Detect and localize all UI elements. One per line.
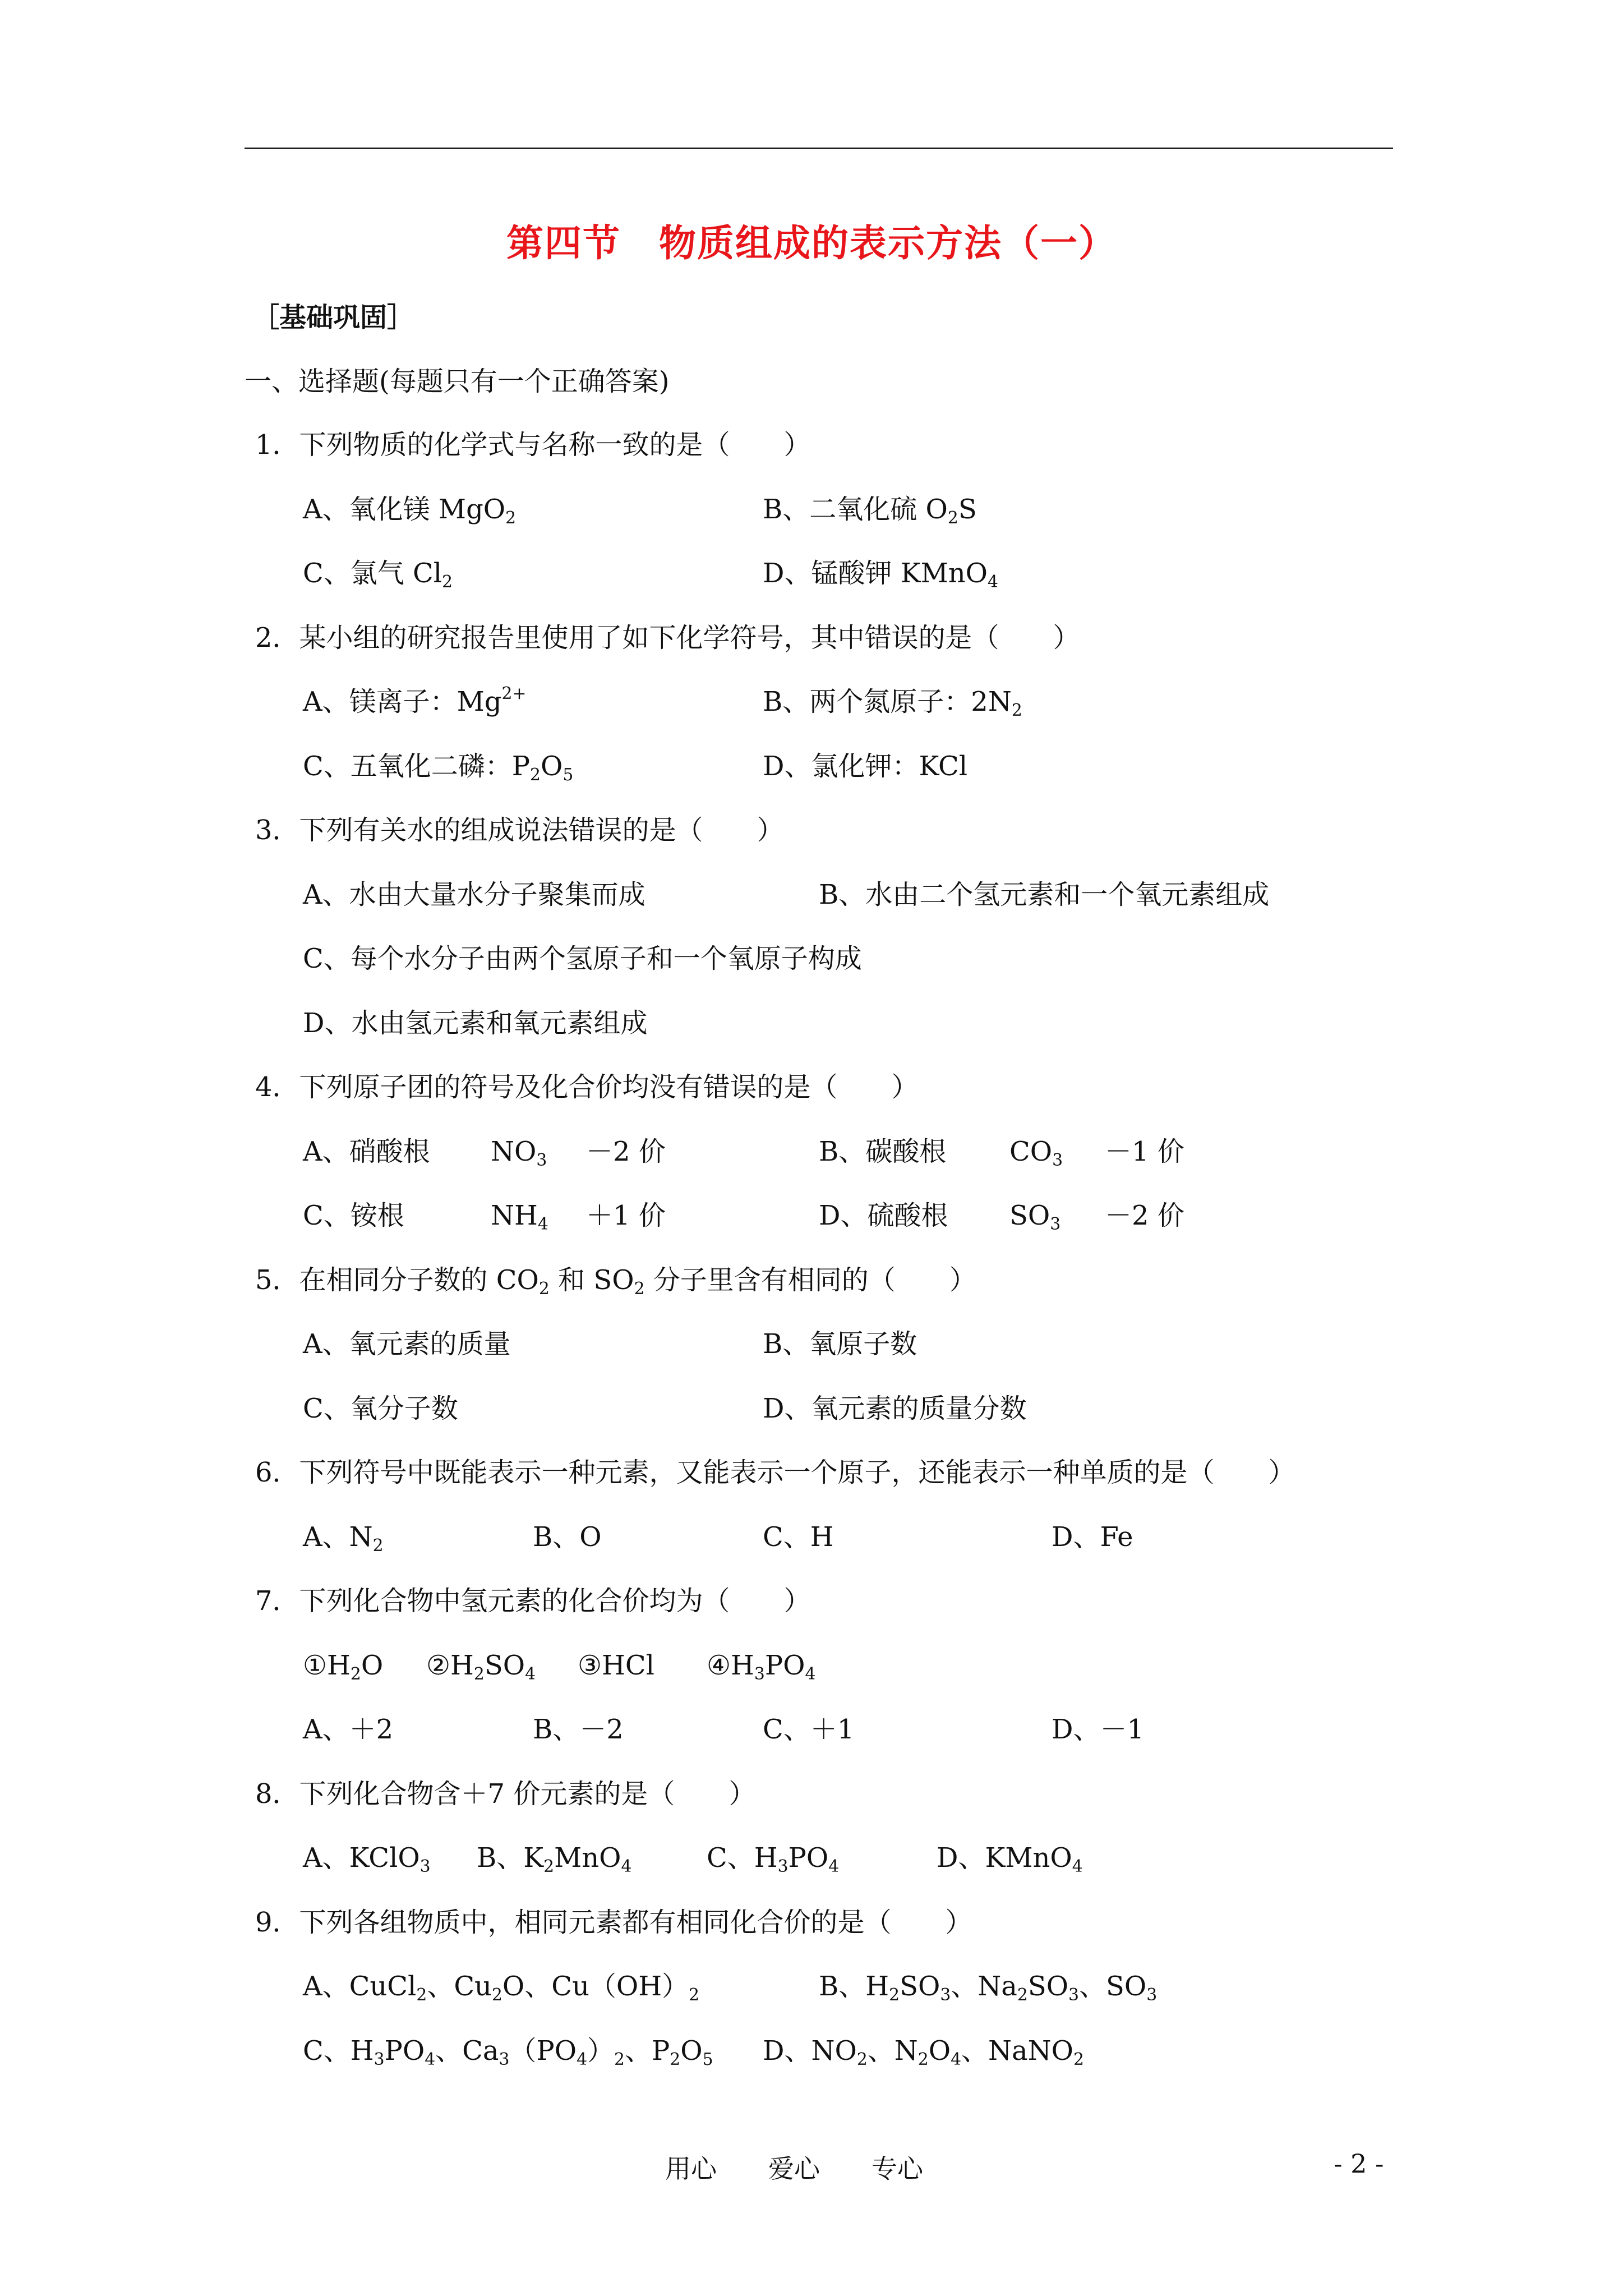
answer-option: A、KClO$_3$: [303, 1842, 431, 1876]
answer-option: C、铵根: [303, 1200, 404, 1231]
answer-option: A、氧元素的质量: [303, 1328, 511, 1360]
answer-option: －2 价: [1105, 1200, 1184, 1231]
answer-option: C、H: [763, 1521, 834, 1553]
answer-option: B、二氧化硫 $O_2S$: [763, 493, 977, 528]
answer-option: $CO_3$: [1009, 1135, 1063, 1170]
answer-option: D、锰酸钾 KMnO$_4$: [763, 558, 998, 592]
answer-option: $④H_3PO_4$: [707, 1649, 816, 1684]
answer-option: $SO_3$: [1009, 1200, 1061, 1234]
question-stem: 4．下列原子团的符号及化合价均没有错误的是（ ）: [255, 1071, 919, 1103]
answer-option: D、硫酸根: [819, 1200, 948, 1231]
answer-option: A、硝酸根: [303, 1135, 430, 1167]
answer-option: A、镁离子：$Mg^{2+}$: [303, 684, 527, 717]
answer-option: $①H_2O$: [303, 1649, 384, 1684]
answer-option: A、CuCl$_2$、$Cu_2O$、$Cu(OH)_2$: [303, 1971, 700, 2005]
answer-option: A、氧化镁 MgO$_2$: [303, 493, 517, 528]
answer-option: D、氧元素的质量分数: [763, 1392, 1027, 1424]
answer-option: B、O: [533, 1521, 602, 1553]
answer-option: D、水由氢元素和氧元素组成: [303, 1007, 648, 1039]
answer-option: B、碳酸根: [819, 1135, 947, 1167]
header-rule: [245, 148, 1393, 149]
answer-option: C、$H_3PO_4$: [707, 1842, 840, 1876]
answer-option: A、＋2: [303, 1714, 394, 1745]
answer-option: D、KMnO$_4$: [937, 1842, 1083, 1876]
answer-option: C、五氧化二磷：$P_2O_5$: [303, 750, 574, 785]
question-stem: 3．下列有关水的组成说法错误的是（ ）: [255, 815, 784, 846]
footer-motto: 用心 爱心 专心: [665, 2154, 923, 2184]
answer-option: $②H_2SO_4$: [426, 1649, 536, 1684]
question-stem: 9．下列各组物质中，相同元素都有相同化合价的是（ ）: [255, 1906, 972, 1938]
answer-option: B、氧原子数: [763, 1328, 917, 1360]
answer-option: C、氧分子数: [303, 1392, 458, 1424]
question-stem: 2．某小组的研究报告里使用了如下化学符号，其中错误的是（ ）: [255, 622, 1080, 654]
answer-option: C、＋1: [763, 1714, 855, 1745]
answer-option: $NO_3$: [491, 1135, 547, 1170]
answer-option: D、$NO_2$、$N_2O_4$、NaNO$_2$: [763, 2035, 1084, 2069]
question-stem: 5．在相同分子数的 $CO_2$ 和 $SO_2$ 分子里含有相同的（ ）: [255, 1264, 976, 1299]
answer-option: B、－2: [533, 1714, 624, 1745]
answer-option: D、Fe: [1052, 1521, 1133, 1553]
page-title: 第四节 物质组成的表示方法（一）: [506, 221, 1117, 265]
answer-option: B、两个氮原子：$2N_2$: [763, 686, 1022, 720]
answer-option: C、每个水分子由两个氢原子和一个氧原子构成: [303, 943, 862, 974]
answer-option: D、氯化钾：KCl: [763, 750, 968, 782]
question-stem: 6．下列符号中既能表示一种元素，又能表示一个原子，还能表示一种单质的是（ ）: [255, 1457, 1295, 1488]
answer-option: B、水由二个氢元素和一个氧元素组成: [819, 878, 1270, 910]
answer-option: C、$H_3PO_4$、$Ca_3(PO_4)_2$、$P_2O_5$: [303, 2035, 713, 2069]
question-stem: 1．下列物质的化学式与名称一致的是（ ）: [255, 429, 811, 461]
question-stem: 8．下列化合物含＋7 价元素的是（ ）: [255, 1778, 756, 1810]
answer-option: ＋1 价: [586, 1200, 666, 1231]
page-number: - 2 -: [1334, 2148, 1384, 2179]
answer-option: ③HCl: [578, 1649, 654, 1681]
answer-option: $NH_4$: [491, 1200, 548, 1234]
section-heading: ［基础巩固］: [252, 302, 414, 333]
question-stem: 7．下列化合物中氢元素的化合价均为（ ）: [255, 1585, 811, 1617]
answer-option: B、$H_2SO_3$、$Na_2SO_3$、$SO_3$: [819, 1971, 1158, 2005]
answer-option: D、－1: [1052, 1714, 1145, 1745]
answer-option: C、氯气 $Cl_2$: [303, 558, 453, 592]
answer-option: A、水由大量水分子聚集而成: [303, 878, 645, 910]
answer-option: －2 价: [586, 1135, 666, 1167]
answer-option: B、$K_2MnO_4$: [477, 1842, 632, 1876]
part-heading: 一、选择题(每题只有一个正确答案): [245, 366, 670, 397]
answer-option: －1 价: [1105, 1135, 1184, 1167]
answer-option: A、$N_2$: [303, 1521, 384, 1556]
